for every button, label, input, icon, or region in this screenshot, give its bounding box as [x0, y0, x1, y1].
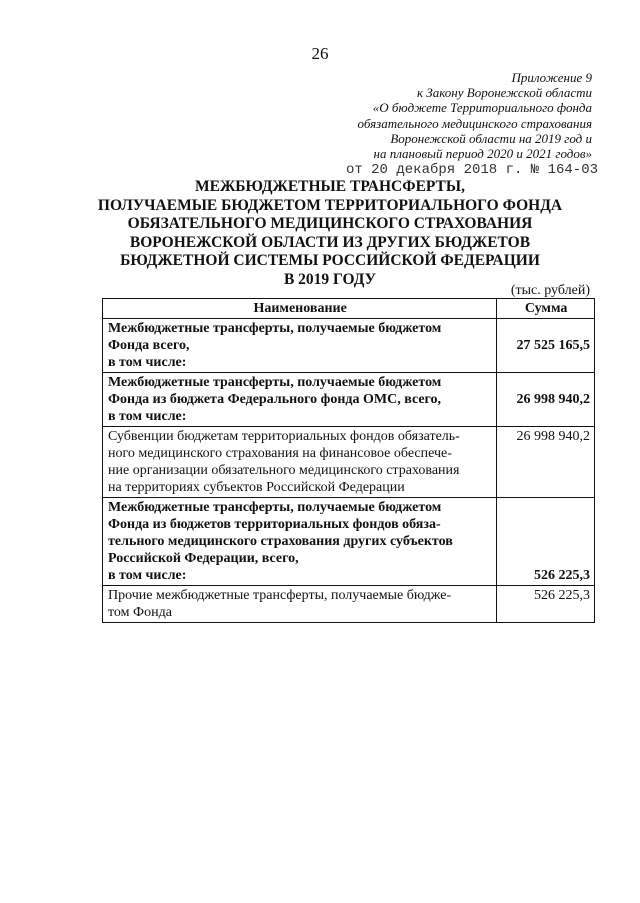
- row-name-line: на территориях субъектов Российской Федерации: [108, 480, 405, 495]
- row-name-line: Фонда из бюджета Федерального фонда ОМС, всего,: [108, 392, 442, 407]
- table-row: [103, 373, 595, 427]
- column-header-name: Наименование: [103, 299, 497, 319]
- row-sum: 26 998 940,2: [497, 427, 595, 498]
- table-row: [103, 427, 595, 498]
- row-name-line: ного медицинского страхования на финансовое обеспече-: [108, 446, 452, 461]
- appendix-line: обязательного медицинского страхования: [357, 115, 592, 131]
- appendix-line: Воронежской области на 2019 год и: [390, 130, 592, 146]
- table-row: [103, 498, 595, 586]
- row-name: [103, 427, 497, 498]
- appendix-line: на плановый период 2020 и 2021 годов»: [373, 146, 592, 162]
- title-line: МЕЖБЮДЖЕТНЫЕ ТРАНСФЕРТЫ,: [195, 178, 465, 195]
- row-name-line: в том числе:: [108, 409, 187, 424]
- row-name: [103, 498, 497, 586]
- table-header-row: [103, 299, 595, 319]
- row-name-line: в том числе:: [108, 568, 187, 583]
- row-name-line: Российской Федерации, всего,: [108, 551, 299, 566]
- units-label: (тыс. рублей): [510, 283, 590, 298]
- table-row: [103, 586, 595, 623]
- row-name-line: Межбюджетные трансферты, получаемые бюджетом: [108, 321, 442, 336]
- document-title: [60, 178, 600, 289]
- row-name: [103, 373, 497, 427]
- title-line: ВОРОНЕЖСКОЙ ОБЛАСТИ ИЗ ДРУГИХ БЮДЖЕТОВ: [129, 233, 531, 251]
- row-sum: 27 525 165,5: [497, 319, 595, 373]
- row-name-line: Фонда из бюджетов территориальных фондов обяза-: [108, 517, 441, 532]
- row-sum: 26 998 940,2: [497, 373, 595, 427]
- transfers-table: [102, 298, 595, 623]
- title-line: ОБЯЗАТЕЛЬНОГО МЕДИЦИНСКОГО СТРАХОВАНИЯ: [127, 215, 533, 232]
- row-name-line: Фонда всего,: [108, 338, 190, 353]
- row-name-line: ние организации обязательного медицинского страхования: [108, 463, 460, 478]
- row-sum: 526 225,3: [497, 586, 595, 623]
- appendix-line: Приложение 9: [511, 70, 592, 85]
- row-name: [103, 319, 497, 373]
- row-name: [103, 586, 497, 623]
- page-number: 26: [311, 44, 329, 63]
- row-name-line: тельного медицинского страхования других субъектов: [108, 534, 453, 549]
- row-sum: 526 225,3: [497, 498, 595, 586]
- title-line: ПОЛУЧАЕМЫЕ БЮДЖЕТОМ ТЕРРИТОРИАЛЬНОГО ФОНДА: [97, 196, 563, 214]
- appendix-line: к Закону Воронежской области: [416, 85, 592, 101]
- row-name-line: Субвенции бюджетам территориальных фондов обязатель-: [108, 429, 460, 444]
- row-name-line: Межбюджетные трансферты, получаемые бюджетом: [108, 375, 442, 390]
- decree-date-stamp: от 20 декабря 2018 г. № 164-03: [345, 162, 598, 178]
- row-name-line: в том числе:: [108, 355, 187, 370]
- row-name-line: Межбюджетные трансферты, получаемые бюджетом: [108, 500, 442, 515]
- table-row: [103, 319, 595, 373]
- appendix-reference: [358, 70, 592, 161]
- row-name-line: том Фонда: [108, 605, 172, 620]
- column-header-sum: Сумма: [497, 299, 595, 319]
- row-name-line: Прочие межбюджетные трансферты, получаемые бюдже-: [108, 588, 452, 603]
- title-line: В 2019 ГОДУ: [283, 270, 377, 288]
- appendix-line: «О бюджете Территориального фонда: [372, 100, 592, 116]
- title-line: БЮДЖЕТНОЙ СИСТЕМЫ РОССИЙСКОЙ ФЕДЕРАЦИИ: [120, 252, 540, 269]
